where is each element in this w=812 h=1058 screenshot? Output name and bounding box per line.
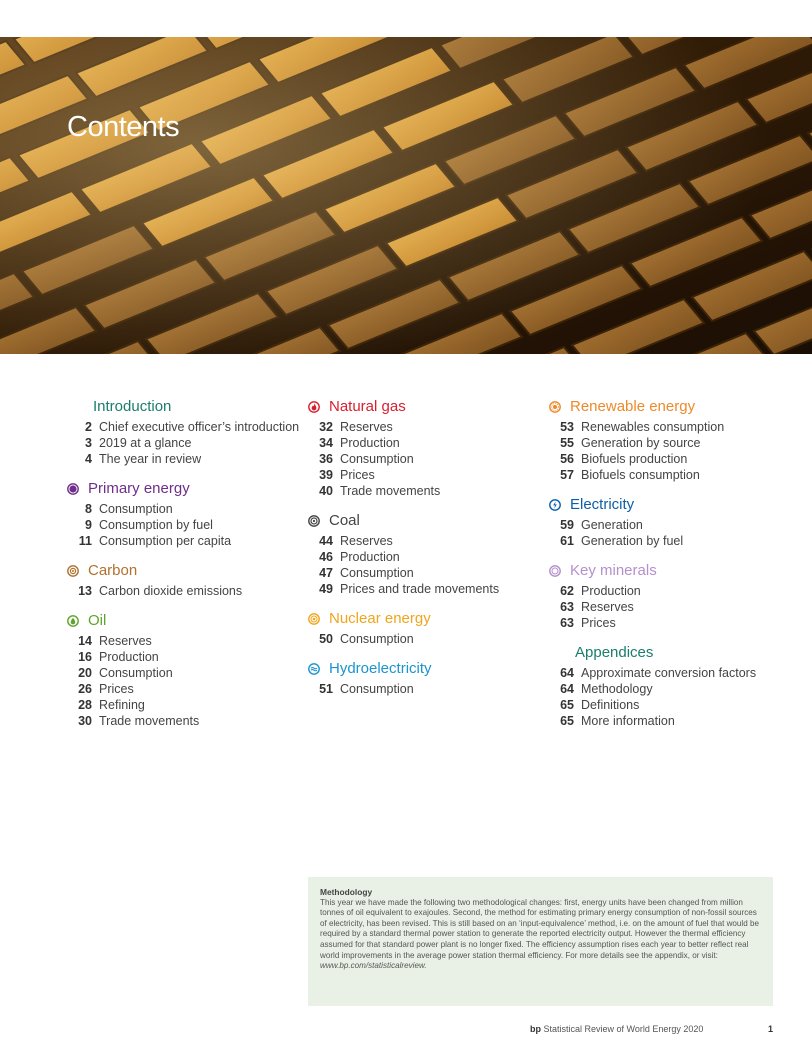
contents-entry[interactable] xyxy=(67,517,307,533)
contents-entry[interactable] xyxy=(67,501,307,517)
contents-section xyxy=(549,495,789,549)
contents-entry[interactable] xyxy=(549,713,789,729)
entry-label: Renewables consumption xyxy=(581,420,725,434)
contents-entry[interactable] xyxy=(549,583,789,599)
contents-entry[interactable] xyxy=(549,517,789,533)
section-heading[interactable] xyxy=(549,561,789,581)
entry-label: Trade movements xyxy=(340,484,441,498)
section-title: Nuclear energy xyxy=(329,610,431,627)
contents-entry[interactable] xyxy=(549,681,789,697)
entry-label: Consumption per capita xyxy=(99,534,232,548)
section-title: Electricity xyxy=(570,496,635,513)
page-title: Contents xyxy=(67,111,180,143)
entry-label: Reserves xyxy=(581,600,634,614)
entry-page-number: 28 xyxy=(78,698,92,712)
primary-energy-icon xyxy=(67,483,79,495)
entry-label: Reserves xyxy=(340,534,393,548)
entry-label: Chief executive officer’s introduction xyxy=(99,420,300,434)
entry-label: Biofuels consumption xyxy=(581,468,700,482)
contents-entry[interactable] xyxy=(308,631,548,647)
section-heading[interactable] xyxy=(549,495,789,515)
entry-page-number: 49 xyxy=(319,582,333,596)
entry-label: Prices xyxy=(340,468,375,482)
section-heading[interactable] xyxy=(308,397,548,417)
contents-entry[interactable] xyxy=(67,451,307,467)
section-heading[interactable] xyxy=(549,397,789,417)
entry-page-number: 26 xyxy=(78,682,92,696)
oil-icon xyxy=(67,615,79,627)
entry-label: 2019 at a glance xyxy=(99,436,192,450)
entry-page-number: 64 xyxy=(560,682,574,696)
section-title: Hydroelectricity xyxy=(329,660,432,677)
entry-label: Generation by source xyxy=(581,436,701,450)
entry-label: Production xyxy=(99,650,159,664)
methodology-box xyxy=(308,877,773,1006)
entry-label: Generation by fuel xyxy=(581,534,684,548)
section-title: Introduction xyxy=(93,398,172,415)
key-minerals-icon xyxy=(549,565,561,577)
entry-label: Production xyxy=(340,436,400,450)
entry-label: Production xyxy=(340,550,400,564)
entry-page-number: 64 xyxy=(560,666,574,680)
contents-entry[interactable] xyxy=(67,665,307,681)
footer-brand: bp xyxy=(530,1024,541,1034)
entry-label: Generation xyxy=(581,518,643,532)
contents-entry[interactable] xyxy=(67,697,307,713)
contents-entry[interactable] xyxy=(67,435,307,451)
contents-entry[interactable] xyxy=(549,467,789,483)
entry-page-number: 57 xyxy=(560,468,574,482)
entry-label: Refining xyxy=(99,698,145,712)
entry-page-number: 56 xyxy=(560,452,574,466)
contents-section xyxy=(549,561,789,631)
section-heading[interactable] xyxy=(308,609,548,629)
entry-label: Definitions xyxy=(581,698,640,712)
entry-label: The year in review xyxy=(99,452,202,466)
contents-section xyxy=(549,643,789,729)
carbon-icon xyxy=(67,565,79,577)
contents-column-3 xyxy=(549,397,789,729)
entry-page-number: 30 xyxy=(78,714,92,728)
contents-entry[interactable] xyxy=(67,713,307,729)
entry-label: Carbon dioxide emissions xyxy=(99,584,243,598)
contents-section xyxy=(308,659,548,697)
entry-page-number: 47 xyxy=(319,566,333,580)
entry-page-number: 3 xyxy=(85,436,92,450)
entry-page-number: 55 xyxy=(560,436,574,450)
entry-label: Methodology xyxy=(581,682,653,696)
entry-label: Approximate conversion factors xyxy=(581,666,757,680)
contents-entry[interactable] xyxy=(67,633,307,649)
entry-page-number: 9 xyxy=(85,518,92,532)
entry-label: Production xyxy=(581,584,641,598)
contents-column-2 xyxy=(308,397,548,697)
contents-entry[interactable] xyxy=(549,419,789,435)
contents-entry[interactable] xyxy=(549,451,789,467)
contents-section xyxy=(308,397,548,499)
contents-section xyxy=(549,397,789,483)
section-title: Natural gas xyxy=(329,398,406,415)
entry-page-number: 8 xyxy=(85,502,92,516)
entry-label: Trade movements xyxy=(99,714,200,728)
contents-section xyxy=(67,479,307,549)
entry-label: Consumption xyxy=(99,502,173,516)
contents-entry[interactable] xyxy=(308,451,548,467)
entry-page-number: 51 xyxy=(319,682,333,696)
contents-entry[interactable] xyxy=(308,435,548,451)
footer-title: Statistical Review of World Energy 2020 xyxy=(543,1024,704,1034)
entry-page-number: 34 xyxy=(319,436,333,450)
section-heading[interactable] xyxy=(93,397,307,417)
section-title: Renewable energy xyxy=(570,398,696,415)
methodology-link[interactable]: www.bp.com/statisticalreview. xyxy=(320,961,427,971)
entry-label: Prices xyxy=(581,616,616,630)
entry-page-number: 40 xyxy=(319,484,333,498)
entry-page-number: 65 xyxy=(560,714,574,728)
entry-page-number: 39 xyxy=(319,468,333,482)
entry-page-number: 63 xyxy=(560,600,574,614)
entry-label: More information xyxy=(581,714,675,728)
contents-entry[interactable] xyxy=(549,697,789,713)
contents-entry[interactable] xyxy=(67,583,307,599)
solar-panels-photo xyxy=(0,37,812,354)
contents-section xyxy=(308,609,548,647)
contents-section xyxy=(67,611,307,729)
entry-page-number: 4 xyxy=(85,452,92,466)
entry-page-number: 16 xyxy=(78,650,92,664)
entry-label: Prices and trade movements xyxy=(340,582,500,596)
entry-page-number: 11 xyxy=(78,534,92,548)
entry-page-number: 44 xyxy=(319,534,333,548)
entry-page-number: 32 xyxy=(319,420,333,434)
contents-entry[interactable] xyxy=(308,533,548,549)
contents-entry[interactable] xyxy=(308,483,548,499)
entry-page-number: 14 xyxy=(78,634,92,648)
section-title: Primary energy xyxy=(88,480,190,497)
contents-section xyxy=(67,397,307,467)
nuclear-energy-icon xyxy=(308,613,320,625)
entry-label: Consumption by fuel xyxy=(99,518,213,532)
entry-label: Reserves xyxy=(99,634,152,648)
contents-entry[interactable] xyxy=(308,419,548,435)
contents-entry[interactable] xyxy=(308,581,548,597)
entry-page-number: 65 xyxy=(560,698,574,712)
section-heading[interactable] xyxy=(308,511,548,531)
entry-page-number: 2 xyxy=(85,420,92,434)
page-number: 1 xyxy=(768,1024,774,1034)
coal-icon xyxy=(308,515,320,527)
section-title: Coal xyxy=(329,512,360,529)
contents-entry[interactable] xyxy=(549,665,789,681)
entry-label: Consumption xyxy=(340,632,414,646)
entry-label: Consumption xyxy=(340,452,414,466)
entry-page-number: 13 xyxy=(78,584,92,598)
entry-page-number: 53 xyxy=(560,420,574,434)
section-title: Oil xyxy=(88,612,107,629)
contents-entry[interactable] xyxy=(67,533,307,549)
section-heading[interactable] xyxy=(67,479,307,499)
contents-entry[interactable] xyxy=(549,533,789,549)
entry-label: Consumption xyxy=(340,682,414,696)
contents-entry[interactable] xyxy=(308,681,548,697)
contents-section xyxy=(308,511,548,597)
entry-page-number: 63 xyxy=(560,616,574,630)
entry-page-number: 36 xyxy=(319,452,333,466)
entry-label: Consumption xyxy=(99,666,173,680)
hero-image xyxy=(0,37,812,354)
footer xyxy=(530,1024,703,1034)
contents-entry[interactable] xyxy=(549,615,789,631)
entry-page-number: 50 xyxy=(319,632,333,646)
natural-gas-icon xyxy=(308,401,320,413)
contents-section xyxy=(67,561,307,599)
section-title: Carbon xyxy=(88,562,138,579)
entry-page-number: 62 xyxy=(560,584,574,598)
contents-entry[interactable] xyxy=(308,565,548,581)
contents-entry[interactable] xyxy=(549,599,789,615)
entry-page-number: 20 xyxy=(78,666,92,680)
section-title: Key minerals xyxy=(570,562,657,579)
electricity-icon xyxy=(549,499,561,511)
entry-label: Reserves xyxy=(340,420,393,434)
section-heading[interactable] xyxy=(575,643,789,663)
section-heading[interactable] xyxy=(67,561,307,581)
contents-entry[interactable] xyxy=(67,419,307,435)
contents-column-1 xyxy=(67,397,307,729)
contents-entry[interactable] xyxy=(308,549,548,565)
hydroelectricity-icon xyxy=(308,663,320,675)
entry-label: Biofuels production xyxy=(581,452,688,466)
methodology-body: This year we have made the following two methodological changes: first, energy units have been changed from million tonnes of oil equivalent to exajoules. Second, the method for estimating primary energy consumption of non-fossil sources of electricity, has been revised. This is still based on an ‘input-equivalence’ method, i.e. on the amount of fuel that would be required by a standard thermal power station to generate the reported electricity output. However the thermal efficiency assumed for that standard power plant is no longer fixed. The efficiency assumption rises each year to better reflect real world improvements in the average power station thermal efficiency. For more details see the appendix, or visit: xyxy=(320,897,759,960)
entry-page-number: 61 xyxy=(560,534,574,548)
entry-page-number: 46 xyxy=(319,550,333,564)
methodology-text xyxy=(320,898,761,972)
methodology-title: Methodology xyxy=(320,887,373,897)
renewable-energy-icon xyxy=(549,401,561,413)
entry-page-number: 59 xyxy=(560,518,574,532)
contents-entry[interactable] xyxy=(308,467,548,483)
section-heading[interactable] xyxy=(308,659,548,679)
entry-label: Prices xyxy=(99,682,134,696)
section-title: Appendices xyxy=(575,644,654,661)
contents-entry[interactable] xyxy=(549,435,789,451)
entry-label: Consumption xyxy=(340,566,414,580)
contents-entry[interactable] xyxy=(67,649,307,665)
contents-entry[interactable] xyxy=(67,681,307,697)
section-heading[interactable] xyxy=(67,611,307,631)
